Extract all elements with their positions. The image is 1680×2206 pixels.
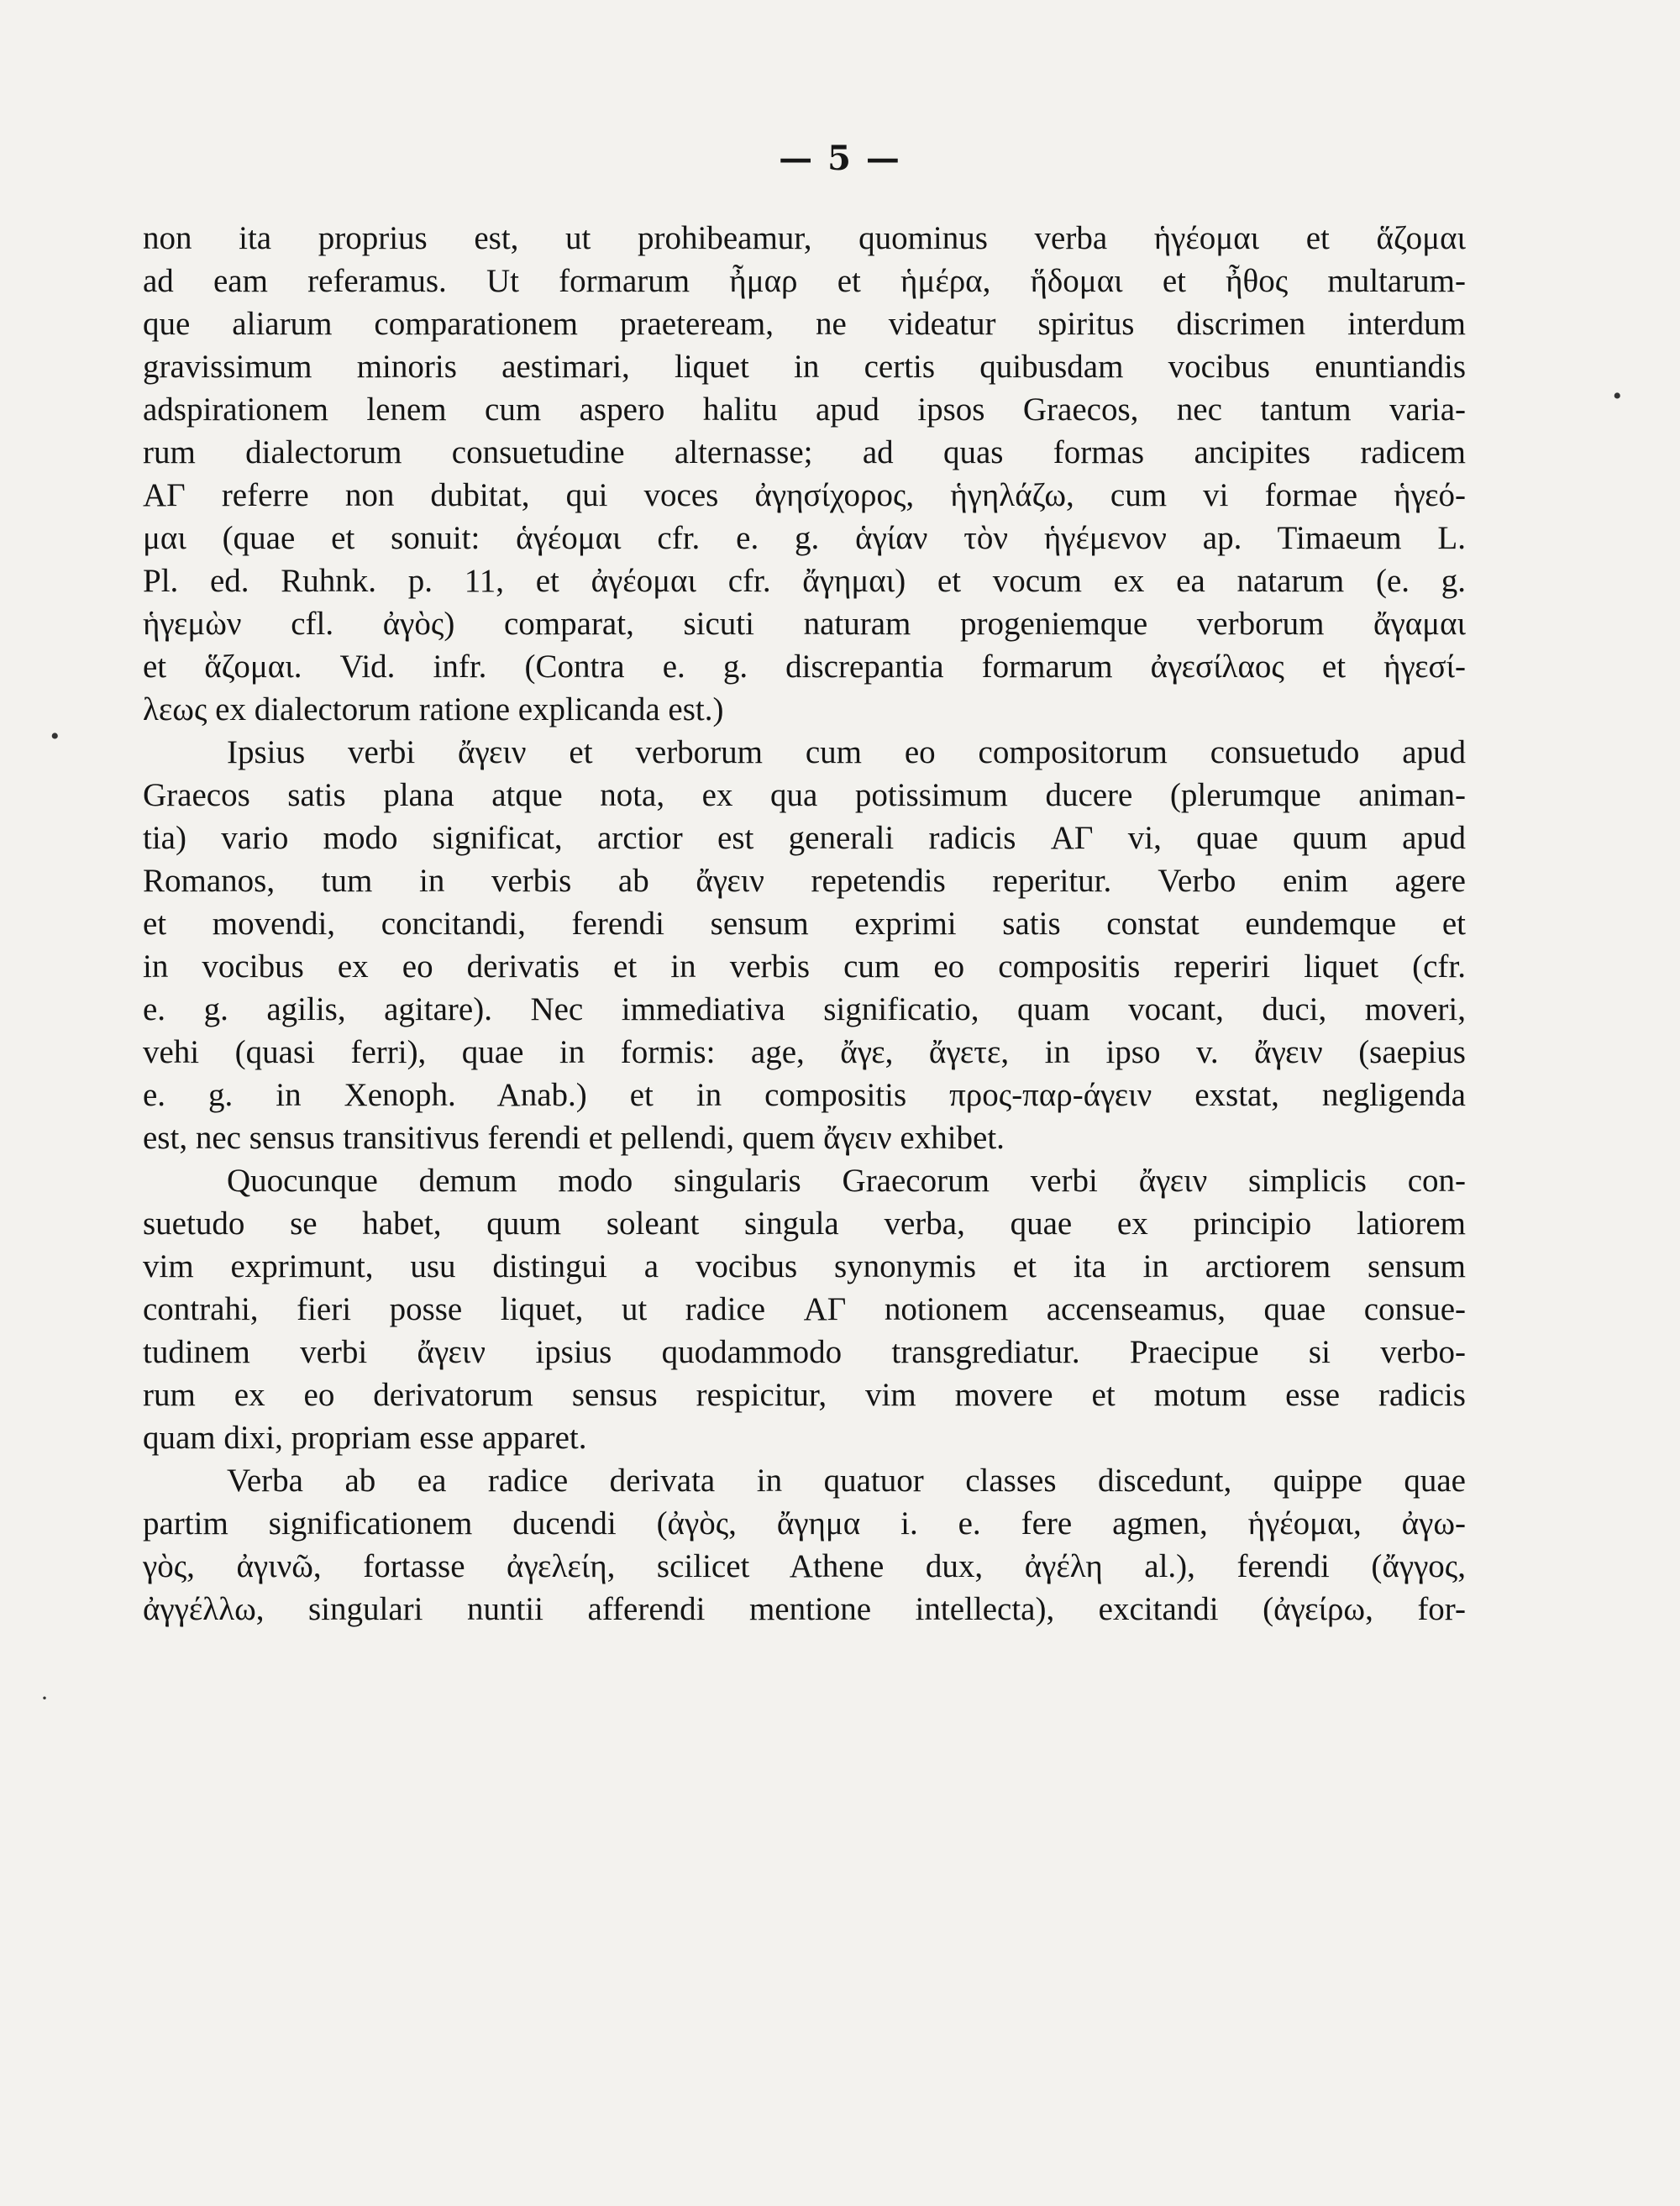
text-line: gravissimum minoris aestimari, liquet in certis quibusdam vocibus enuntiandis	[143, 349, 1466, 385]
text-line: vehi (quasi ferri), quae in formis: age, ἄγε, ἄγετε, in ipso v. ἄγειν (saepius	[143, 1034, 1466, 1070]
paragraph-start-line: Ipsius verbi ἄγειν et verborum cum eo compositorum consuetudo apud	[227, 734, 1466, 770]
text-line: rum ex eo derivatorum sensus respicitur, vim movere et motum esse radicis	[143, 1377, 1466, 1413]
paragraph-start-line: Quocunque demum modo singularis Graecorum verbi ἄγειν simplicis con-	[227, 1163, 1466, 1199]
text-line: ΑΓ referre non dubitat, qui voces ἀγησίχορος, ἡγηλάζω, cum vi formae ἡγεό-	[143, 477, 1466, 513]
text-line: quam dixi, propriam esse apparet.	[143, 1420, 587, 1456]
text-line: ἀγγέλλω, singulari nuntii afferendi mentione intellecta), excitandi (ἀγείρω, for-	[143, 1591, 1466, 1627]
text-line: γὸς, ἀγινῶ, fortasse ἀγελείη, scilicet Athene dux, ἀγέλη al.), ferendi (ἄγγος,	[143, 1548, 1466, 1584]
text-line: tia) vario modo significat, arctior est generali radicis ΑΓ vi, quae quum apud	[143, 820, 1466, 856]
text-line: e. g. in Xenoph. Anab.) et in compositis προς-παρ-άγειν exstat, negligenda	[143, 1077, 1466, 1113]
text-line: tudinem verbi ἄγειν ipsius quodammodo transgrediatur. Praecipue si verbo-	[143, 1334, 1466, 1370]
text-line: non ita proprius est, ut prohibeamur, quominus verba ἡγέομαι et ἅζομαι	[143, 220, 1466, 256]
text-line: e. g. agilis, agitare). Nec immediativa significatio, quam vocant, duci, moveri,	[143, 991, 1466, 1027]
text-line: suetudo se habet, quum soleant singula verba, quae ex principio latiorem	[143, 1205, 1466, 1242]
margin-mark: •	[50, 722, 60, 750]
text-line: Romanos, tum in verbis ab ἄγειν repetendis reperitur. Verbo enim agere	[143, 863, 1466, 899]
text-line: Graecos satis plana atque nota, ex qua potissimum ducere (plerumque animan-	[143, 777, 1466, 813]
text-line: vim exprimunt, usu distingui a vocibus synonymis et ita in arctiorem sensum	[143, 1248, 1466, 1284]
text-line: μαι (quae et sonuit: ἁγέομαι cfr. e. g. ἁγίαν τὸν ἡγέμενον ap. Timaeum L.	[143, 520, 1466, 556]
text-line: partim significationem ducendi (ἀγὸς, ἄγημα i. e. fere agmen, ἡγέομαι, ἀγω-	[143, 1505, 1466, 1542]
text-line: et ἅζομαι. Vid. infr. (Contra e. g. discrepantia formarum ἀγεσίλαος et ἡγεσί-	[143, 649, 1466, 685]
text-line: λεως ex dialectorum ratione explicanda est.)	[143, 691, 724, 727]
text-line: adspirationem lenem cum aspero halitu apud ipsos Graecos, nec tantum varia-	[143, 391, 1466, 428]
paragraph-start-line: Verba ab ea radice derivata in quatuor classes discedunt, quippe quae	[227, 1463, 1466, 1499]
text-line: que aliarum comparationem praeteream, ne videatur spiritus discrimen interdum	[143, 306, 1466, 342]
text-line: Pl. ed. Ruhnk. p. 11, et ἀγέομαι cfr. ἄγημαι) et vocum ex ea natarum (e. g.	[143, 563, 1466, 599]
margin-mark: ·	[40, 1684, 49, 1712]
text-line: rum dialectorum consuetudine alternasse; ad quas formas ancipites radicem	[143, 434, 1466, 470]
text-line: contrahi, fieri posse liquet, ut radice ΑΓ notionem accenseamus, quae consue-	[143, 1291, 1466, 1327]
text-line: et movendi, concitandi, ferendi sensum exprimi satis constat eundemque et	[143, 906, 1466, 942]
text-line: in vocibus ex eo derivatis et in verbis cum eo compositis reperiri liquet (cfr.	[143, 948, 1466, 985]
margin-mark: •	[1613, 382, 1622, 410]
page-number: — 5 —	[779, 139, 901, 178]
text-line: ad eam referamus. Ut formarum ἦμαρ et ἡμέρα, ἥδομαι et ἦθος multarum-	[143, 263, 1466, 299]
text-line: est, nec sensus transitivus ferendi et pellendi, quem ἄγειν exhibet.	[143, 1120, 1005, 1156]
body-text	[143, 217, 1466, 1631]
text-line: ἡγεμὼν cfl. ἀγὸς) comparat, sicuti naturam progeniemque verborum ἄγαμαι	[143, 606, 1466, 642]
